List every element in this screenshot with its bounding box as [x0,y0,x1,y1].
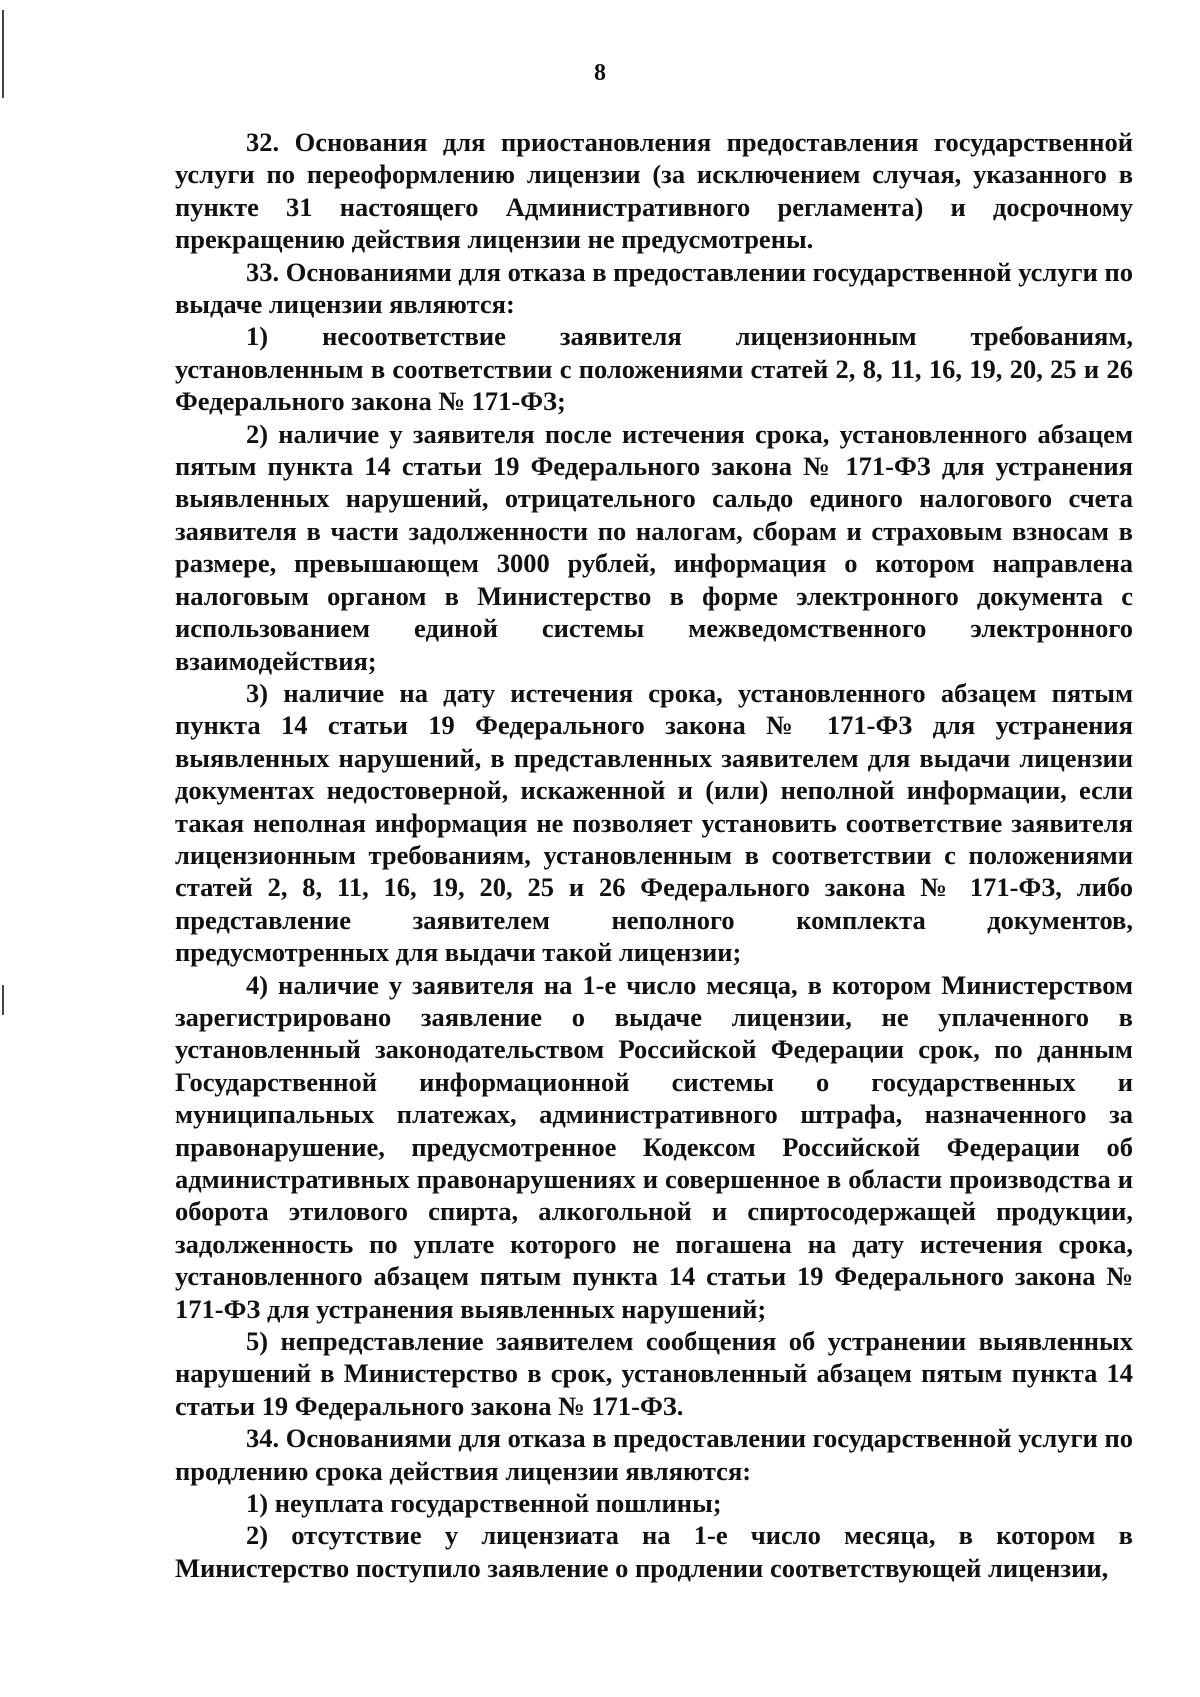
paragraph-32: 32. Основания для приостановления предоставления государственной услуги по переоформлению лицензии (за исключением случая, указанного в пункте 31 настоящего Административного регламента) и досрочному прекращению действия лицензии не предусмотрены. [175,127,1133,255]
list-item-33-4: 4) наличие у заявителя на 1-е число месяца, в котором Министерством зарегистрировано заявление о выдаче лицензии, не уплаченного в установленный законодательством Российской Федерации срок, по данным Государственной информационной системы о государственных и муниципальных платежах, административного штрафа, назначенного за правонарушение, предусмотренное Кодексом Российской Федерации об административных правонарушениях и совершенное в области производства и оборота этилового спирта, алкогольной и спиртосодержащей продукции, задолженность по уплате которого не погашена на дату истечения срока, установленного абзацем пятым пункта 14 статьи 19 Федерального закона № 171-ФЗ для устранения выявленных нарушений; [175,969,1133,1324]
paragraph-34: 34. Основаниями для отказа в предоставлении государственной услуги по продлению срока действия лицензии являются: [175,1423,1133,1486]
list-item-33-2: 2) наличие у заявителя после истечения срока, установленного абзацем пятым пункта 14 статьи 19 Федерального закона № 171-ФЗ для устранения выявленных нарушений, отрицательного сальдо единого налогового счета заявителя в части задолженности по налогам, сборам и страховым взносам в размере, превышающем 3000 рублей, информация о котором направлена налоговым органом в Министерство в форме электронного документа с использованием единой системы межведомственного электронного взаимодействия; [175,418,1133,676]
scan-edge-mark [2,985,4,1015]
list-item-34-1: 1) неуплата государственной пошлины; [246,1488,722,1519]
list-item-33-5: 5) непредставление заявителем сообщения об устранении выявленных нарушений в Министерство в срок, установленный абзацем пятым пункта 14 статьи 19 Федерального закона № 171-ФЗ. [175,1326,1133,1421]
list-item-33-1: 1) несоответствие заявителя лицензионным требованиям, установленным в соответствии с положениями статей 2, 8, 11, 16, 19, 20, 25 и 26 Федерального закона № 171-ФЗ; [175,321,1133,417]
document-body [175,126,1133,1584]
paragraph-33: 33. Основаниями для отказа в предоставлении государственной услуги по выдаче лицензии являются: [175,256,1133,320]
list-item-33-3: 3) наличие на дату истечения срока, установленного абзацем пятым пункта 14 статьи 19 Федерального закона № 171-ФЗ для устранения выявленных нарушений, в представленных заявителем для выдачи лицензии документах недостоверной, искаженной и (или) неполной информации, если такая неполная информация не позволяет установить соответствие заявителя лицензионным требованиям, установленным в соответствии с положениями статей 2, 8, 11, 16, 19, 20, 25 и 26 Федерального закона № 171-ФЗ, либо представление заявителем неполного комплекта документов, предусмотренных для выдачи такой лицензии; [175,677,1133,968]
list-item-34-2: 2) отсутствие у лицензиата на 1-е число месяца, в котором в Министерство поступило заявление о продлении соответствующей лицензии, [175,1520,1133,1583]
page-number: 8 [594,60,606,86]
